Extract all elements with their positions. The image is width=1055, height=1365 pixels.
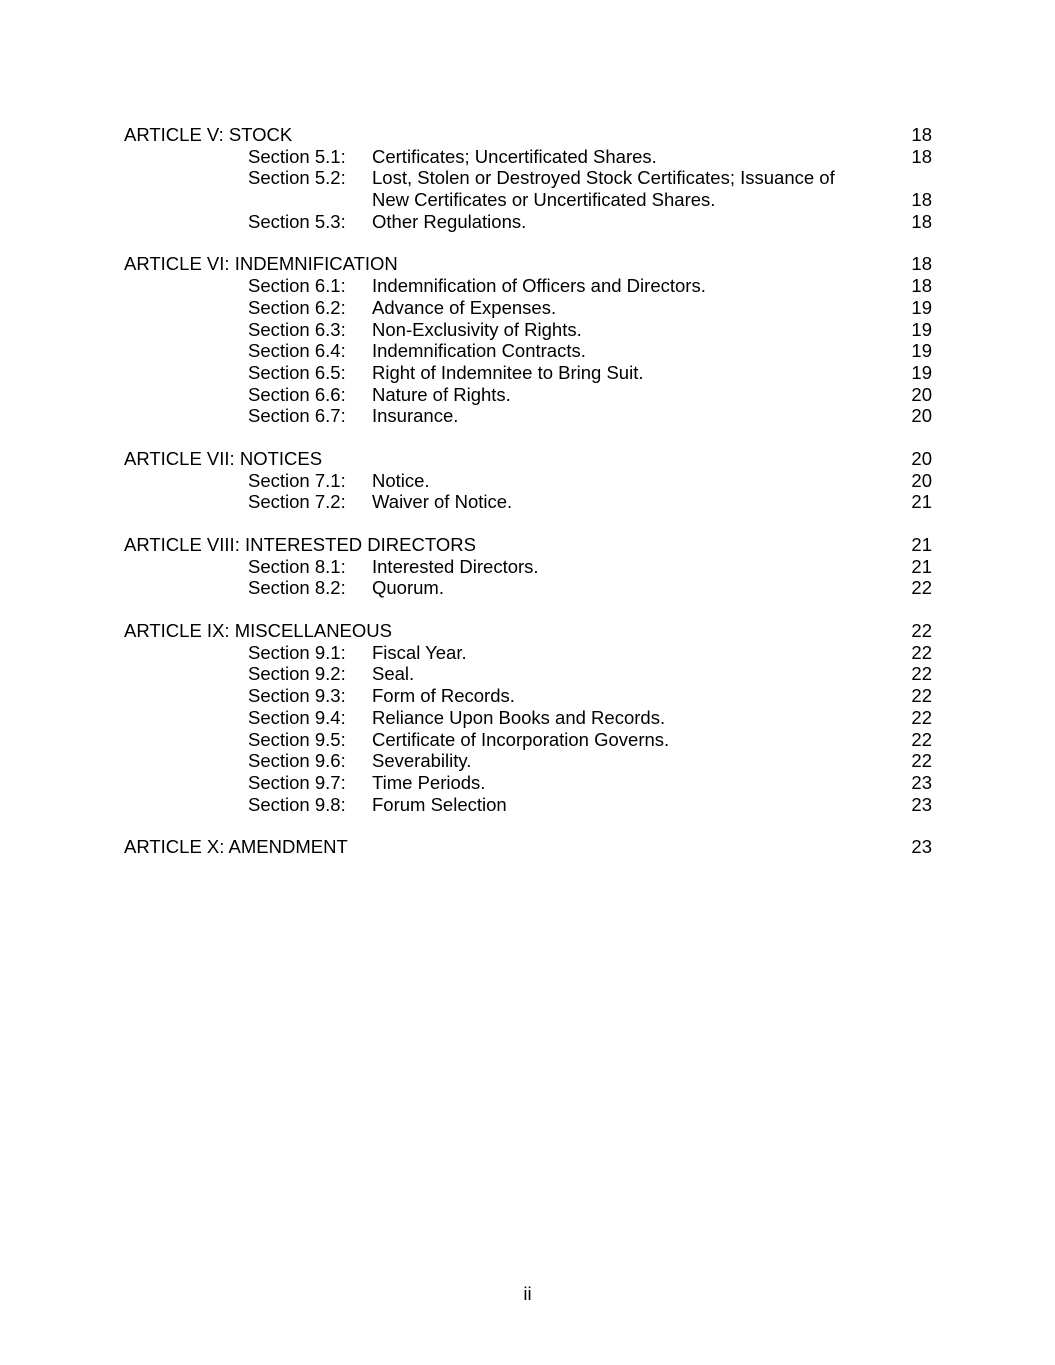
toc-section-title: Form of Records. [372, 685, 515, 707]
toc-section-title: Notice. [372, 469, 430, 491]
toc-section-entry[interactable] [124, 794, 932, 816]
toc-article [124, 836, 932, 858]
toc-section-entry[interactable] [124, 297, 932, 319]
toc-section-title: Right of Indemnitee to Bring Suit. [372, 361, 644, 383]
toc-section-entry[interactable] [124, 384, 932, 406]
toc-section-title: Fiscal Year. [372, 641, 467, 663]
toc-section-title: Severability. [372, 750, 472, 772]
toc-page-number: 23 [911, 836, 932, 858]
toc-section-label: Section 5.1: [248, 145, 346, 167]
toc-section-entry[interactable] [124, 340, 932, 362]
table-of-contents [124, 124, 932, 879]
toc-section-title: Waiver of Notice. [372, 491, 513, 513]
toc-page-number: 18 [911, 210, 932, 232]
toc-article-title: ARTICLE V: STOCK [124, 124, 293, 145]
toc-page-number: 22 [911, 577, 932, 599]
toc-page-number: 19 [911, 361, 932, 383]
toc-section-entry[interactable] [124, 556, 932, 578]
toc-page-number: 22 [911, 706, 932, 728]
toc-section-label: Section 6.2: [248, 296, 346, 318]
toc-article [124, 124, 932, 232]
toc-section-label: Section 9.2: [248, 663, 346, 685]
toc-page-number: 22 [911, 620, 932, 642]
toc-section-label: Section 6.4: [248, 340, 346, 362]
toc-page-number: 19 [911, 296, 932, 318]
toc-section-label: Section 7.2: [248, 491, 346, 513]
toc-section-entry[interactable] [124, 707, 932, 729]
toc-section-entry[interactable] [124, 577, 932, 599]
toc-section-title: Certificate of Incorporation Governs. [372, 728, 670, 750]
toc-article [124, 253, 932, 427]
toc-section-title: Lost, Stolen or Destroyed Stock Certificates; Issuance of [372, 167, 835, 189]
toc-page-number: 22 [911, 641, 932, 663]
toc-page-number: 18 [911, 189, 932, 211]
toc-section-label: Section 9.8: [248, 793, 346, 815]
toc-page-number: 18 [911, 145, 932, 167]
toc-section-title: Quorum. [372, 577, 444, 599]
toc-section-title: Certificates; Uncertificated Shares. [372, 145, 657, 167]
toc-page-number: 22 [911, 728, 932, 750]
toc-section-entry[interactable] [124, 167, 932, 189]
toc-page-number: 18 [911, 275, 932, 297]
toc-section-entry[interactable] [124, 470, 932, 492]
toc-section-entry[interactable] [124, 275, 932, 297]
toc-section-entry[interactable] [124, 772, 932, 794]
toc-section-entry[interactable] [124, 685, 932, 707]
toc-page-number: 19 [911, 318, 932, 340]
toc-page-number: 22 [911, 685, 932, 707]
toc-section-label: Section 6.7: [248, 405, 346, 427]
toc-page-number: 20 [911, 383, 932, 405]
toc-page-number: 21 [911, 534, 932, 555]
toc-article-entry[interactable] [124, 448, 932, 470]
toc-page-number: 18 [911, 124, 932, 145]
toc-section-label: Section 7.1: [248, 469, 346, 491]
toc-section-title: Indemnification of Officers and Directors. [372, 275, 706, 297]
toc-section-label: Section 5.2: [248, 167, 346, 189]
toc-section-title: Non-Exclusivity of Rights. [372, 318, 582, 340]
toc-article-title: ARTICLE VIII: INTERESTED DIRECTORS [124, 534, 476, 555]
toc-section-entry[interactable] [124, 750, 932, 772]
toc-section-label: Section 6.6: [248, 383, 346, 405]
toc-section-label: Section 6.3: [248, 318, 346, 340]
toc-section-title: Reliance Upon Books and Records. [372, 706, 666, 728]
toc-section-entry[interactable] [124, 362, 932, 384]
toc-section-label: Section 9.4: [248, 706, 346, 728]
toc-section-continuation[interactable] [124, 189, 932, 211]
toc-page-number: 20 [911, 405, 932, 427]
toc-section-entry[interactable] [124, 146, 932, 168]
toc-section-label: Section 9.7: [248, 771, 346, 793]
toc-page-number: 23 [911, 793, 932, 815]
toc-section-label: Section 6.1: [248, 275, 346, 297]
toc-section-label: Section 9.1: [248, 641, 346, 663]
toc-section-label: Section 9.6: [248, 750, 346, 772]
toc-article [124, 534, 932, 599]
toc-page-number: 21 [911, 491, 932, 513]
toc-article [124, 448, 932, 513]
toc-section-label: Section 9.3: [248, 685, 346, 707]
toc-page-number: 20 [911, 469, 932, 491]
toc-section-entry[interactable] [124, 663, 932, 685]
toc-section-entry[interactable] [124, 491, 932, 513]
toc-section-title: Interested Directors. [372, 555, 539, 577]
toc-article-entry[interactable] [124, 620, 932, 642]
toc-page-number: 23 [911, 771, 932, 793]
toc-page-number: 22 [911, 663, 932, 685]
toc-section-label: Section 9.5: [248, 728, 346, 750]
toc-article-title: ARTICLE VI: INDEMNIFICATION [124, 253, 398, 275]
toc-section-title: Time Periods. [372, 771, 486, 793]
toc-section-title: Nature of Rights. [372, 383, 511, 405]
toc-section-title: Other Regulations. [372, 210, 527, 232]
toc-section-label: Section 8.1: [248, 555, 346, 577]
toc-article [124, 620, 932, 815]
toc-article-entry[interactable] [124, 534, 932, 556]
toc-article-title: ARTICLE IX: MISCELLANEOUS [124, 620, 392, 642]
toc-section-label: Section 8.2: [248, 577, 346, 599]
toc-article-entry[interactable] [124, 253, 932, 275]
toc-section-title: Forum Selection [372, 793, 507, 815]
toc-page-number: 22 [911, 750, 932, 772]
toc-page-number: 19 [911, 340, 932, 362]
toc-section-label: Section 5.3: [248, 210, 346, 232]
toc-page-number: 18 [911, 253, 932, 275]
toc-article-entry[interactable] [124, 124, 932, 146]
toc-section-entry[interactable] [124, 642, 932, 664]
page-number: ii [523, 1283, 532, 1304]
toc-section-entry[interactable] [124, 319, 932, 341]
toc-section-entry[interactable] [124, 729, 932, 751]
toc-page-number: 20 [911, 447, 932, 469]
toc-section-title: Advance of Expenses. [372, 296, 557, 318]
toc-section-title: Seal. [372, 663, 415, 685]
toc-section-entry[interactable] [124, 211, 932, 233]
toc-section-title: Indemnification Contracts. [372, 340, 586, 362]
toc-section-title: Insurance. [372, 405, 459, 427]
toc-page-number: 21 [911, 555, 932, 577]
toc-section-label: Section 6.5: [248, 361, 346, 383]
toc-section-entry[interactable] [124, 405, 932, 427]
toc-article-title: ARTICLE X: AMENDMENT [124, 836, 348, 858]
toc-article-title: ARTICLE VII: NOTICES [124, 447, 323, 469]
toc-article-entry[interactable] [124, 836, 932, 858]
toc-section-title: New Certificates or Uncertificated Shares. [372, 189, 716, 211]
